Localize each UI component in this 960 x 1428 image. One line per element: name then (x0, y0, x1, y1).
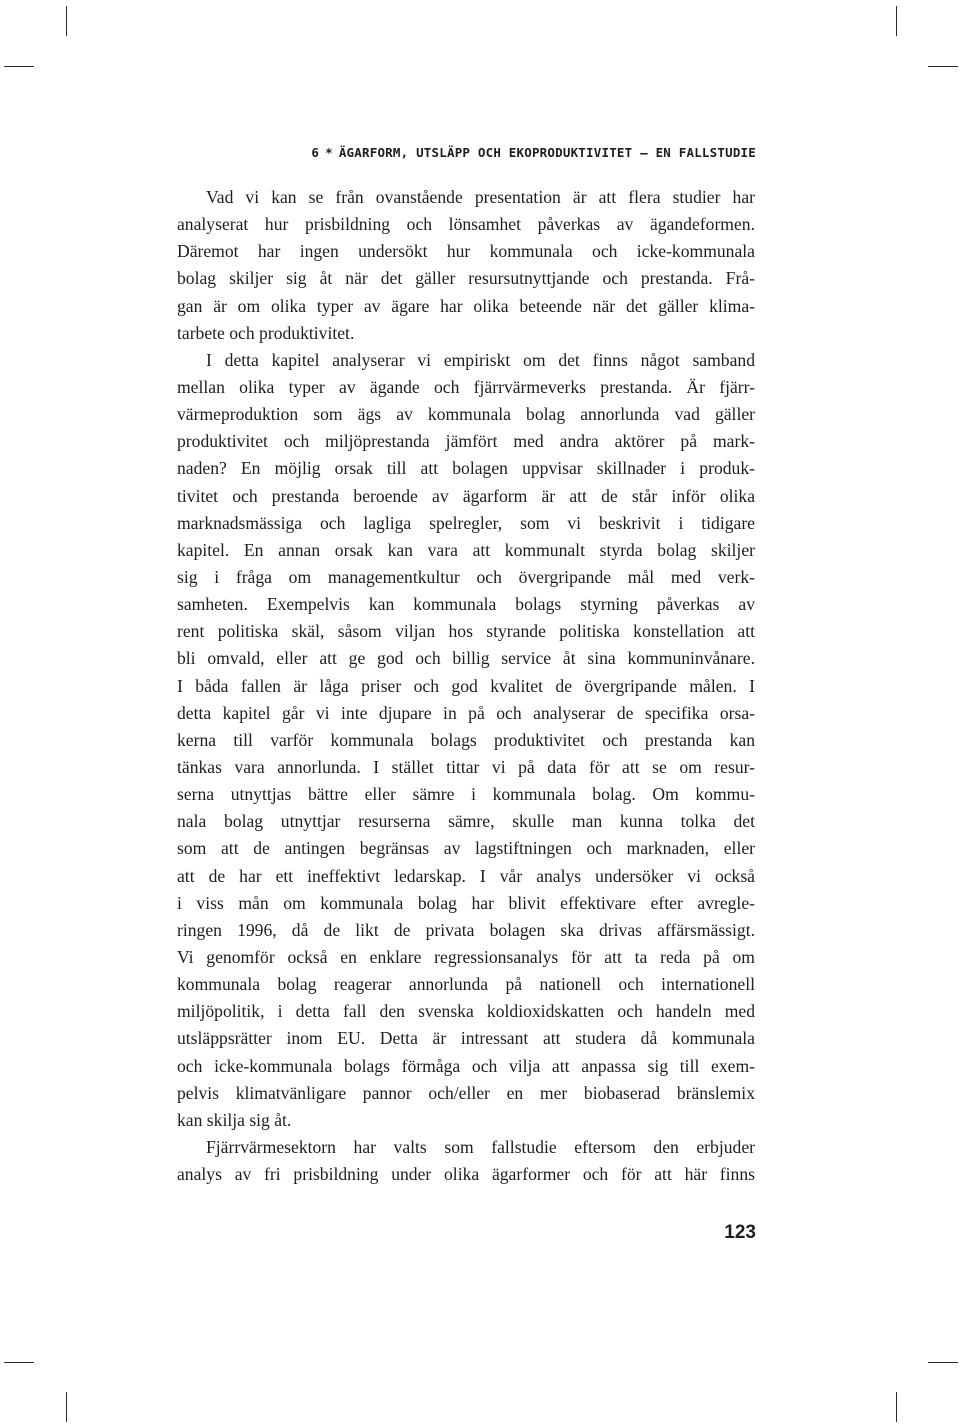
text-line: ringen 1996, då de likt de privata bolagen ska drivas affärsmässigt. (177, 919, 755, 940)
text-line: I detta kapitel analyserar vi empiriskt om det finns något samband (206, 349, 755, 370)
text-line: miljöpolitik, i detta fall den svenska koldioxidskatten och handeln med (177, 1001, 755, 1022)
text-line: sig i fråga om managementkultur och övergripande mål med verk- (177, 566, 755, 587)
text-line: pelvis klimatvänligare pannor och/eller en mer biobaserad bränslemix (177, 1082, 755, 1103)
text-line: rent politiska skäl, såsom viljan hos styrande politiska konstellation att (177, 621, 755, 642)
text-line: produktivitet och miljöprestanda jämfört med andra aktörer på mark- (177, 431, 755, 452)
separator-icon: * (325, 145, 333, 160)
text-line: Vad vi kan se från ovanstående presentation är att flera studier har (206, 187, 755, 207)
text-line: att de har ett ineffektivt ledarskap. I vår analys undersöker vi också (177, 865, 755, 886)
crop-mark-top-right-h (928, 66, 958, 67)
text-line: gan är om olika typer av ägare har olika beteende när det gäller klima- (177, 295, 755, 316)
text-line: bli omvald, eller att ge god och billig service åt sina kommuninvånare. (177, 648, 755, 669)
text-line: detta kapitel går vi inte djupare in på och analyserar de specifika orsa- (177, 702, 755, 723)
text-line: i viss mån om kommunala bolag har blivit effektivare efter avregle- (177, 892, 755, 913)
text-line: värmeproduktion som ägs av kommunala bolag annorlunda vad gäller (177, 404, 755, 425)
text-line: analyserat hur prisbildning och lönsamhet påverkas av ägandeformen. (177, 214, 755, 235)
text-line: naden? En möjlig orsak till att bolagen uppvisar skillnader i produk- (177, 458, 755, 479)
chapter-number: 6 (311, 145, 320, 160)
running-header (311, 145, 756, 160)
text-line: tänkas vara annorlunda. I stället tittar vi på data för att se om resur- (177, 756, 755, 777)
crop-mark-top-left (66, 6, 67, 36)
text-line: tarbete och produktivitet. (177, 322, 355, 343)
text-line: Fjärrvärmesektorn har valts som fallstudie eftersom den erbjuder (206, 1136, 755, 1157)
text-line: marknadsmässiga och lagliga spelregler, som vi beskrivit i tidigare (177, 512, 755, 533)
page-number: 123 (724, 1222, 756, 1243)
crop-mark-bottom-right (896, 1392, 897, 1422)
crop-mark-top-left-h (4, 66, 34, 67)
crop-mark-bottom-left (66, 1392, 67, 1422)
text-line: kerna till varför kommunala bolags produktivitet och prestanda kan (177, 729, 755, 750)
text-line: utsläppsrätter inom EU. Detta är intressant att studera då kommunala (177, 1028, 755, 1049)
crop-mark-top-right (896, 6, 897, 36)
text-line: analys av fri prisbildning under olika ägarformer och för att här finns (177, 1164, 755, 1185)
text-line: Däremot har ingen undersökt hur kommunala och icke-kommunala (177, 241, 755, 262)
text-line: kapitel. En annan orsak kan vara att kommunalt styrda bolag skiljer (177, 539, 755, 560)
text-line: kan skilja sig åt. (177, 1109, 292, 1130)
chapter-title: ÄGARFORM, UTSLÄPP OCH EKOPRODUKTIVITET – EN FALLSTUDIE (338, 145, 756, 160)
text-line: mellan olika typer av ägande och fjärrvärmeverks prestanda. Är fjärr- (177, 376, 755, 397)
text-line: serna utnyttjas bättre eller sämre i kommunala bolag. Om kommu- (177, 784, 755, 805)
text-line: Vi genomför också en enklare regressionsanalys för att ta reda på om (177, 946, 755, 967)
crop-mark-bottom-right-h (928, 1362, 958, 1363)
crop-mark-bottom-left-h (4, 1362, 34, 1363)
text-line: och icke-kommunala bolags förmåga och vilja att anpassa sig till exem- (177, 1055, 755, 1076)
text-line: bolag skiljer sig åt när det gäller resursutnyttjande och prestanda. Frå- (177, 268, 755, 289)
body-text (177, 184, 755, 1188)
text-line: som att de antingen begränsas av lagstiftningen och marknaden, eller (177, 838, 755, 859)
text-line: samheten. Exempelvis kan kommunala bolags styrning påverkas av (177, 594, 755, 615)
text-line: kommunala bolag reagerar annorlunda på nationell och internationell (177, 974, 755, 995)
text-line: I båda fallen är låga priser och god kvalitet de övergripande målen. I (177, 675, 755, 696)
text-line: nala bolag utnyttjar resurserna sämre, skulle man kunna tolka det (177, 811, 755, 832)
text-line: tivitet och prestanda beroende av ägarform är att de står inför olika (177, 485, 755, 506)
